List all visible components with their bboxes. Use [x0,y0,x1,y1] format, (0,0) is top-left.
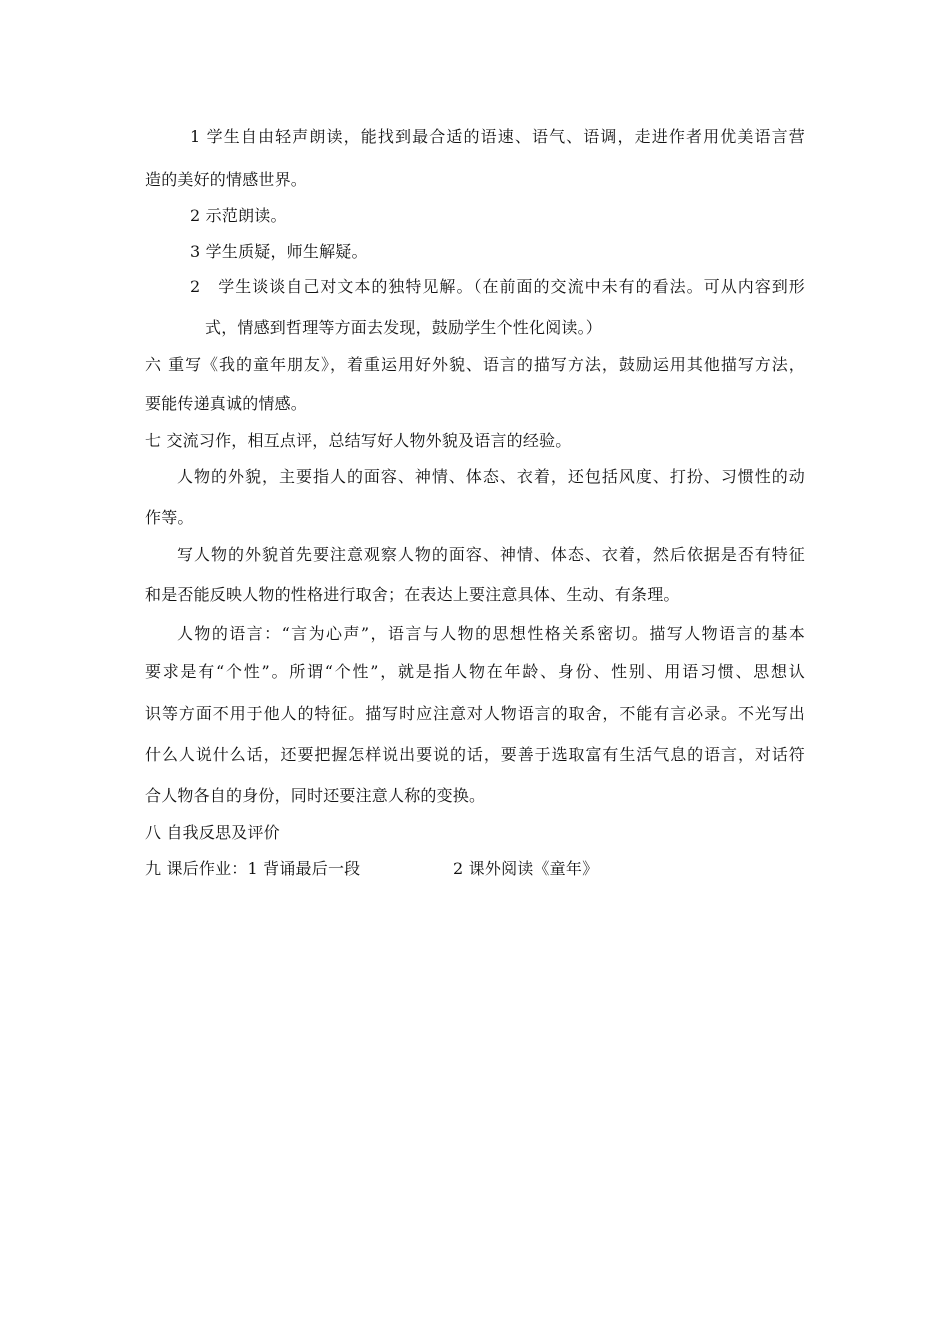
text-line: 造的美好的情感世界。 [145,170,308,189]
text-line: 合人物各自的身份，同时还要注意人称的变换。 [145,786,486,805]
text-line: 2 学生谈谈自己对文本的独特见解。（在前面的交流中未有的看法。可从内容到形 [190,277,805,296]
text-line: 识等方面不用于他人的特征。描写时应注意对人物语言的取舍，不能有言必录。不光写出 [145,704,805,723]
section-heading: 七 交流习作，相互点评，总结写好人物外貌及语言的经验。 [145,431,572,450]
section-heading: 六 重写《我的童年朋友》，着重运用好外貌、语言的描写方法，鼓励运用其他描写方法， [145,355,805,374]
text-line: 3 学生质疑，师生解疑。 [190,242,368,261]
text-line: 2 示范朗读。 [190,206,287,225]
text-line: 人物的语言：“言为心声”，语言与人物的思想性格关系密切。描写人物语言的基本 [177,624,805,643]
text-line: 作等。 [145,508,194,527]
text-line: 2 课外阅读《童年》 [453,859,599,878]
text-line: 什么人说什么话，还要把握怎样说出要说的话，要善于选取富有生活气息的语言，对话符 [145,745,805,764]
text-line: 要能传递真诚的情感。 [145,394,308,413]
text-line: 式，情感到哲理等方面去发现，鼓励学生个性化阅读。） [205,318,603,337]
text-line: 写人物的外貌首先要注意观察人物的面容、神情、体态、衣着，然后依据是否有特征 [177,545,805,564]
text-line: 和是否能反映人物的性格进行取舍；在表达上要注意具体、生动、有条理。 [145,585,680,604]
text-line: 1 学生自由轻声朗读，能找到最合适的语速、语气、语调，走进作者用优美语言营 [190,127,805,146]
section-heading: 八 自我反思及评价 [145,823,280,842]
section-heading: 九 课后作业：1 背诵最后一段 [145,859,361,878]
text-line: 人物的外貌，主要指人的面容、神情、体态、衣着，还包括风度、打扮、习惯性的动 [177,467,805,486]
text-line: 要求是有“个性”。所谓“个性”，就是指人物在年龄、身份、性别、用语习惯、思想认 [145,662,805,681]
